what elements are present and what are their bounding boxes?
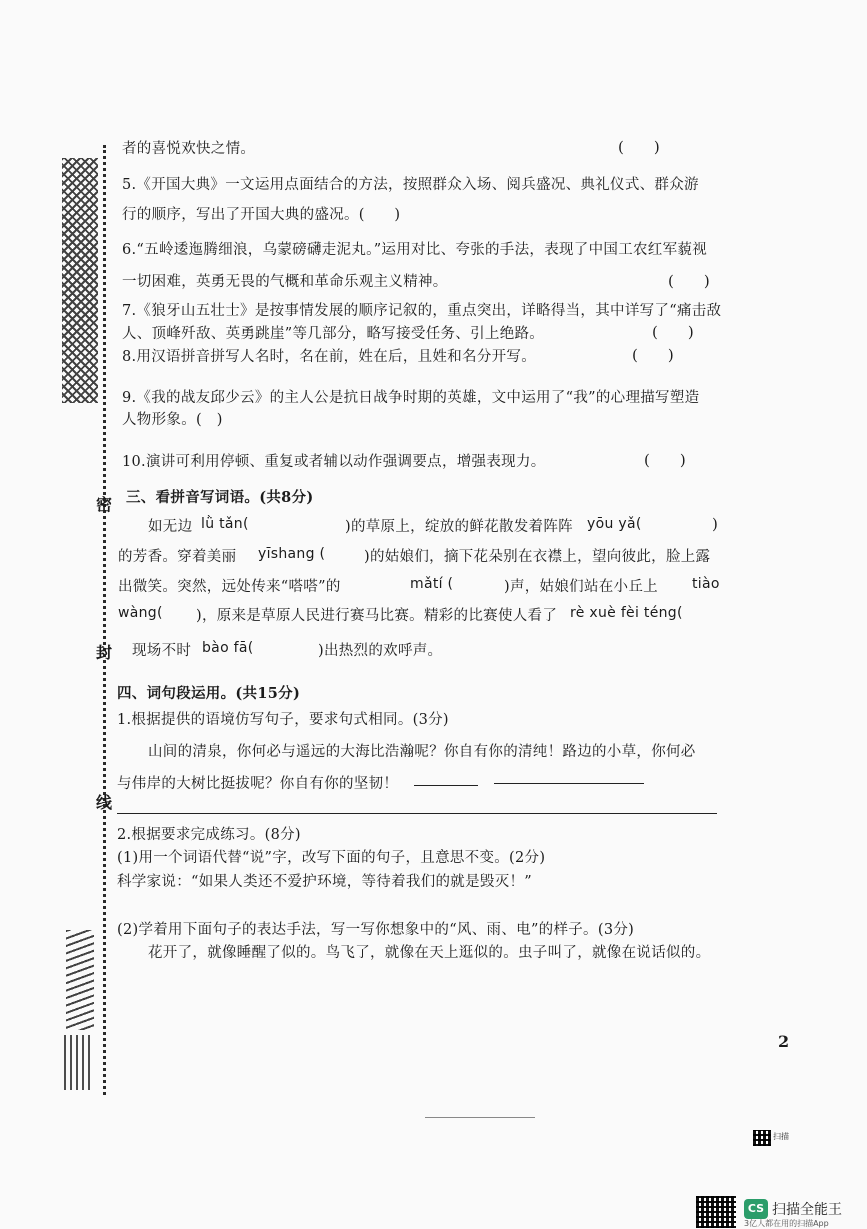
binding-ticks [64,1035,94,1090]
item-7-a: 7.《狼牙山五壮士》是按事情发展的顺序记叙的，重点突出，详略得当，其中详写了“痛击敌 [122,303,722,319]
pinyin-tiao: tiào [692,576,720,592]
item-5-b: 行的顺序，写出了开国大典的盛况。( ) [122,207,401,223]
answer-paren-10[interactable]: ( ) [644,451,686,469]
page-number: 2 [778,1032,790,1051]
camscanner-logo: CS [744,1199,768,1219]
binding-hatch-bottom [66,930,94,1030]
pinyin-para-5a: 现场不时 [132,643,192,659]
line-1: 者的喜悦欢快之情。 [122,141,256,157]
item-8: 8.用汉语拼音拼写人名时，名在前，姓在后，且姓和名分开写。 [122,349,537,365]
answer-paren-6[interactable]: ( ) [668,272,710,290]
qr-code [696,1196,736,1228]
pinyin-yishang: yīshang ( [258,546,326,562]
pinyin-para-1c: )的草原上，绽放的鲜花散发着阵阵 [345,519,573,535]
seal-feng: 封 [96,643,113,662]
item-10: 10.演讲可利用停顿、重复或者辅以动作强调要点，增强表现力。 [122,454,546,470]
scan-artifact-line [425,1117,535,1118]
camscanner-name: 扫描全能王 [772,1202,842,1218]
answer-paren-7[interactable]: ( ) [652,323,694,341]
pinyin-youya: yōu yǎ( [587,516,642,532]
item-6-b: 一切困难，英勇无畏的气概和革命乐观主义精神。 [122,274,448,290]
answer-line-1b[interactable] [494,783,644,784]
binding-hatch-top [62,158,98,403]
seal-xian: 线 [96,793,113,812]
question-1-text-b: 与伟岸的大树比挺拔呢？你自有你的坚韧！ [117,776,399,792]
pinyin-para-5c: )出热烈的欢呼声。 [318,643,443,659]
question-2-sentence: 科学家说：“如果人类还不爱护环境，等待着我们的就是毁灭！” [117,874,533,890]
question-1: 1.根据提供的语境仿写句子，要求句式相同。(3分) [117,712,449,728]
pinyin-rexue: rè xuè fèi téng( [570,605,683,621]
question-2-part-1: (1)用一个词语代替“说”字，改写下面的句子，且意思不变。(2分) [117,850,546,866]
section-3-title: 三、看拼音写词语。(共8分) [126,489,314,506]
item-7-b: 人、顶峰歼敌、英勇跳崖”等几部分，略写接受任务、引上绝路。 [122,326,545,342]
question-1-text-a: 山间的清泉，你何必与遥远的大海比浩瀚呢？你自有你的清纯！路边的小草，你何必 [148,744,696,760]
item-9-a: 9.《我的战友邱少云》的主人公是抗日战争时期的英雄，文中运用了“我”的心理描写塑造 [122,390,700,406]
paren-youya-end[interactable]: ) [712,515,718,533]
pinyin-para-3c: )声，姑娘们站在小丘上 [504,579,658,595]
camscanner-tagline: 3亿人都在用的扫描App [744,1219,829,1228]
pinyin-para-3a: 出微笑。突然，远处传来“嗒嗒”的 [118,579,341,595]
item-9-b: 人物形象。( ) [122,412,223,428]
pinyin-wang: wàng( [118,605,163,621]
mini-scanner-label: 扫描 [773,1132,789,1141]
item-6-a: 6.“五岭逶迤腾细浪，乌蒙磅礴走泥丸。”运用对比、夸张的手法，表现了中国工农红军藐视 [122,242,708,258]
seal-mi: 密 [96,495,113,514]
pinyin-baofa: bào fā( [202,640,254,656]
question-2-part-2: (2)学着用下面句子的表达手法，写一写你想象中的“风、雨、电”的样子。(3分) [117,922,635,938]
item-5-a: 5.《开国大典》一文运用点面结合的方法，按照群众入场、阅兵盛况、典礼仪式、群众游 [122,177,699,193]
pinyin-para-2c: )的姑娘们，摘下花朵别在衣襟上，望向彼此，脸上露 [364,549,711,565]
mini-qr-code [753,1130,771,1146]
answer-line-1c[interactable] [117,813,717,814]
question-2-example: 花开了，就像睡醒了似的。鸟飞了，就像在天上逛似的。虫子叫了，就像在说话似的。 [148,945,711,961]
answer-line-1a[interactable] [414,785,478,786]
pinyin-lvtan: lǜ tǎn( [201,516,249,532]
pinyin-para-1a: 如无边 [148,519,193,535]
answer-paren-1[interactable]: ( ) [618,138,660,156]
question-2: 2.根据要求完成练习。(8分) [117,827,301,843]
section-4-title: 四、词句段运用。(共15分) [117,685,301,702]
pinyin-mati: mǎtí ( [410,576,454,592]
pinyin-para-2a: 的芳香。穿着美丽 [118,549,237,565]
pinyin-para-4b: )，原来是草原人民进行赛马比赛。精彩的比赛使人看了 [196,608,558,624]
answer-paren-8[interactable]: ( ) [632,346,674,364]
seal-dashed-line [103,145,106,1095]
